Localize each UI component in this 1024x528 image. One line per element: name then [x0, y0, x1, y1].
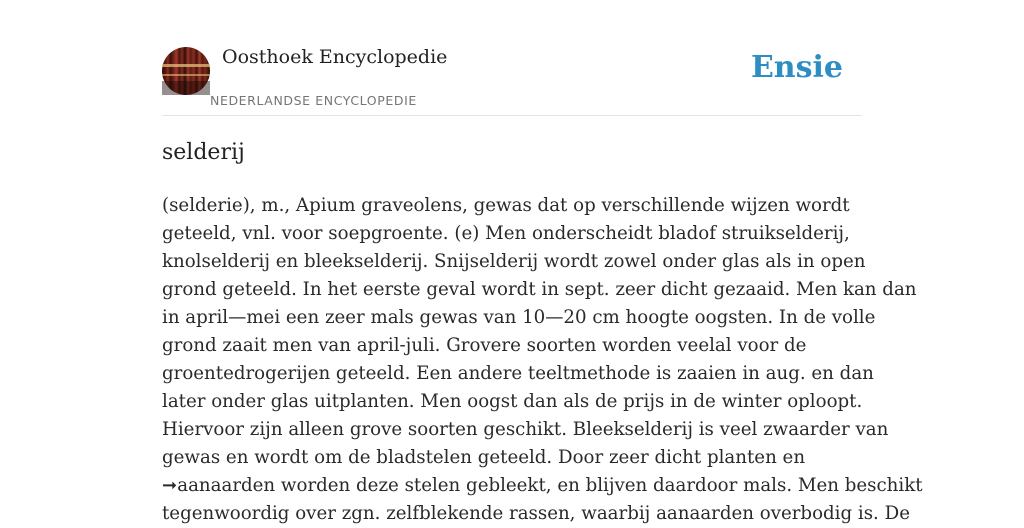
avatar-shade [162, 81, 210, 95]
entry-body-line: later onder glas uitplanten. Men oogst dan als de prijs in de winter oploopt. [162, 391, 863, 412]
entry-title: selderij [162, 140, 245, 165]
entry-body-line: gewas en wordt om de bladstelen geteeld. Door zeer dicht planten en [162, 447, 806, 468]
entry-body-line: Hiervoor zijn alleen grove soorten geschikt. Bleekselderij is veel zwaarder van [162, 419, 889, 440]
avatar[interactable] [162, 47, 210, 95]
encyclopedia-books-icon [162, 64, 210, 67]
entry-body-line: grond zaait men van april-juli. Grovere soorten worden veelal voor de [162, 335, 807, 356]
entry-body [162, 192, 923, 528]
entry-body-line: geteeld, vnl. voor soepgroente. (e) Men onderscheidt bladof struikselderij, [162, 223, 850, 244]
entry-body-line: (selderie), m., Apium graveolens, gewas dat op verschillende wijzen wordt [162, 195, 850, 216]
site-title[interactable]: Oosthoek Encyclopedie [222, 46, 448, 68]
entry-body-line: grond geteeld. In het eerste geval wordt in sept. zeer dicht gezaaid. Men kan dan [162, 279, 917, 300]
site-subtitle: NEDERLANDSE ENCYCLOPEDIE [210, 93, 417, 108]
site-header [162, 46, 862, 116]
entry-body-line: ➞aanaarden worden deze stelen gebleekt, en blijven daardoor mals. Men beschikt [162, 475, 923, 496]
brand-logo-link[interactable]: Ensie [750, 50, 843, 85]
entry-body-line: tegenwoordig over zgn. zelfblekende rassen, waarbij aanaarden overbodig is. De [162, 503, 910, 524]
header-divider [162, 115, 862, 116]
entry-body-line: groentedrogerijen geteeld. Een andere teeltmethode is zaaien in aug. en dan [162, 363, 874, 384]
entry-body-line: in april—mei een zeer mals gewas van 10—20 cm hoogte oogsten. In de volle [162, 307, 876, 328]
entry-body-line: knolselderij en bleekselderij. Snijselderij wordt zowel onder glas als in open [162, 251, 866, 272]
avatar-band [162, 74, 210, 76]
